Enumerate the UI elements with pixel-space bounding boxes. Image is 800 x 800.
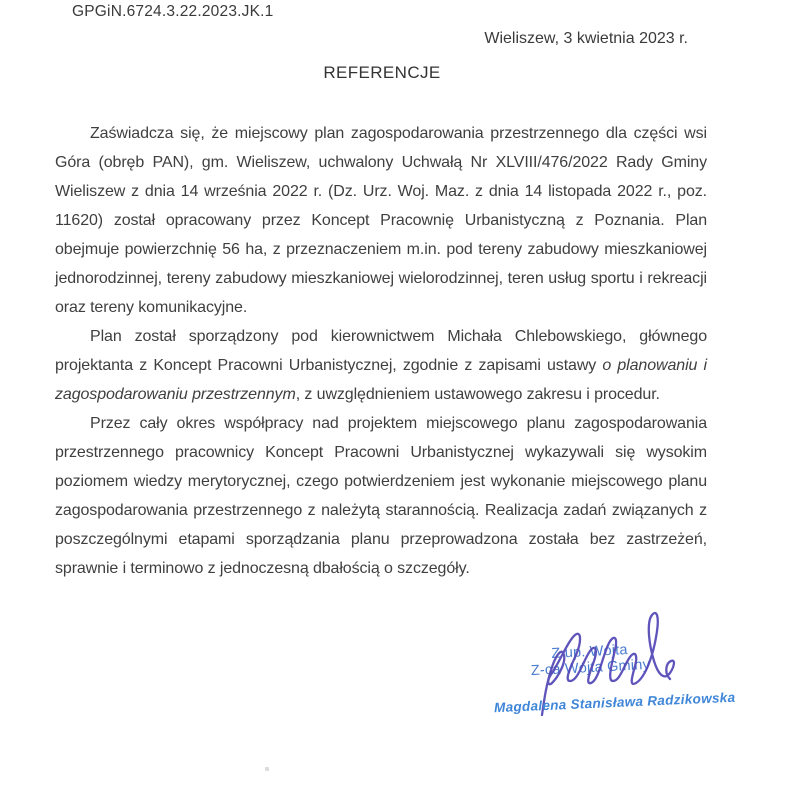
scan-artifact-dot	[265, 767, 269, 771]
act-title-italic: o planowaniu i zagospodarowaniu przestrzennym	[55, 357, 707, 403]
paragraph-project-lead	[55, 322, 707, 409]
paragraph-project-lead-text: Plan został sporządzony pod kierownictwem Michała Chlebowskiego, głównego projektanta z Koncept Pracowni Urbanistycznej, zgodnie z zapisami ustawy	[55, 328, 707, 374]
paragraph-project-lead-text-end: , z uwzględnieniem ustawowego zakresu i procedur.	[295, 386, 660, 403]
signee-name: Magdalena Stanisława Radzikowska	[493, 689, 736, 716]
reference-number: GPGiN.6724.3.22.2023.JK.1	[72, 3, 274, 20]
signature-stamp-block	[504, 640, 675, 681]
paragraph-cooperation-assessment: Przez cały okres współpracy nad projektem miejscowego planu zagospodarowania przestrzennego pracownicy Koncept Pracowni Urbanistycznej wykazywali się wysokim poziomem wiedzy merytorycznej, czego potwierdzeniem jest wykonanie miejscowego planu zagospodarowania przestrzennego z należytą starannością. Realizacja zadań związanych z poszczególnymi etapami sporządzania planu przeprowadzona została bez zastrzeżeń, sprawnie i terminowo z jednoczesną dbałością o szczegóły.	[55, 415, 707, 577]
stamp-line-authorization: Z up. Wójta	[551, 642, 629, 662]
document-body	[55, 119, 707, 583]
paragraph-plan-description: Zaświadcza się, że miejscowy plan zagospodarowania przestrzennego dla części wsi Góra (obręb PAN), gm. Wieliszew, uchwalony Uchwałą Nr XLVIII/476/2022 Rady Gminy Wieliszew z dnia 14 września 2022 r. (Dz. Urz. Woj. Maz. z dnia 14 listopada 2022 r., poz. 11620) został opracowany przez Koncept Pracownię Urbanistyczną z Poznania. Plan obejmuje powierzchnię 56 ha, z przeznaczeniem m.in. pod tereny zabudowy mieszkaniowej jednorodzinnej, tereny zabudowy mieszkaniowej wielorodzinnej, teren usług sportu i rekreacji oraz tereny komunikacyjne.	[55, 125, 707, 316]
stamp-line-deputy-title: Z-ca Wójta Gminy	[530, 656, 651, 680]
document-title: REFERENCJE	[323, 63, 441, 82]
place-and-date: Wieliszew, 3 kwietnia 2023 r.	[484, 30, 688, 47]
